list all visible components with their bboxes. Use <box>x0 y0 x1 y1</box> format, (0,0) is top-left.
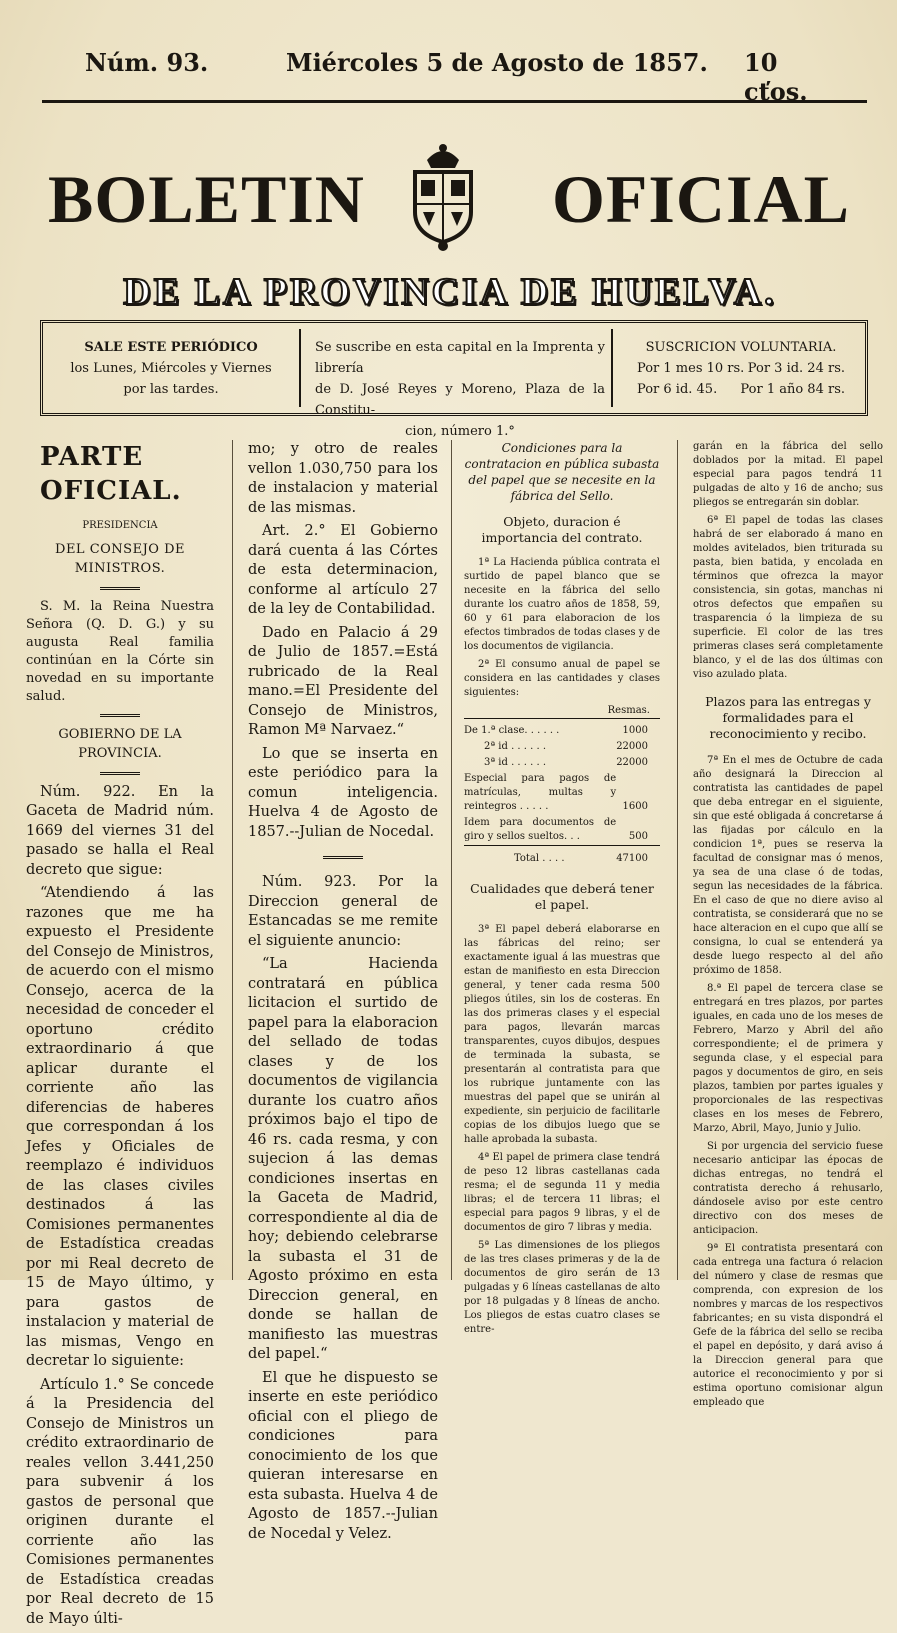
deadlines-heading: Plazos para las entregas y formalidades para el reconocimiento y recibo. <box>705 694 871 741</box>
masthead-right: OFICIAL <box>552 161 850 237</box>
table-row <box>464 771 660 815</box>
publication-note: Lo que se inserta en este periódico para la comun inteligencia. Huelva 4 de Agosto de 1857.--Julian de Nocedal. <box>248 745 438 840</box>
royal-decree-text: “Atendiendo á las razones que me ha expuesto el Presidente del Consejo de Ministros, de acuerdo con el mismo Consejo, acerca de la necesidad de conceder el oportuno crédito extraordinario á que aplicar durante el corriente año las diferencias de haberes que correspondan á los Jefes y Oficiales de reemplazo é individuos de las clases civiles destinados á las Comisiones permanentes de Estadística creadas por mi Real decreto de 15 de Mayo último, y para gastos de instalacion y material de las mismas, Vengo en decretar lo siguiente: <box>26 885 214 1369</box>
schedule-days: los Lunes, Miércoles y Viernes <box>70 361 272 376</box>
price-item: Por 1 año 84 rs. <box>740 382 845 397</box>
condition-7: 7ª En el mes de Octubre de cada año designará la Direccion al contratista las cantidades de papel que deba entregar en el siguiente, sin que esté obligada á concretarse á las fijadas por cálculo en la condicion 1ª, pues se reserva la facultad de consignar mas ó menos, ya sea de una clase ó de todas, segun las necesidades de la fábrica. En el caso de que no diere aviso al contratista, se considerará que no se hace alteracion en el cupo que allí se consigna, lo cual se entenderá ya desde luego respecto al del año próximo de 1858. <box>693 755 883 976</box>
total-value: 47100 <box>616 846 660 868</box>
masthead-left: BOLETIN <box>48 161 365 237</box>
table-header: Resmas. <box>464 704 660 719</box>
row-value: 1600 <box>622 801 648 812</box>
masthead <box>0 150 897 240</box>
royal-health-notice: S. M. la Reina Nuestra Señora (Q. D. G.) y su augusta Real familia continúan en la Córte sin novedad en su importante salud. <box>26 598 214 704</box>
table-row <box>464 739 660 755</box>
table-total-row <box>464 846 660 868</box>
object-heading: Objeto, duracion é importancia del contrato. <box>481 514 643 545</box>
government-heading: GOBIERNO DE LA PROVINCIA. <box>58 726 182 761</box>
condition-1: 1ª La Hacienda pública contrata el surtido de papel blanco que se necesite en la fábrica del sello durante los cuatro años de 1858, 59, 60 y 61 para elaboracion de los efectos timbrados de todas clases y de los documentos de vigilancia. <box>464 557 660 652</box>
condition-2: 2ª El consumo anual de papel se considera en las cantidades y clases siguientes: <box>464 659 660 698</box>
column-divider <box>677 440 678 1280</box>
condition-5: 5ª Las dimensiones de los pliegos de las tres clases primeras y de la de documentos de giro serán de 13 pulgadas y 6 líneas castellanas de alto por 18 pulgadas y 8 líneas de ancho. Los pliegos de estas cuatro clases se entre- <box>464 1240 660 1335</box>
condition-5-continued: garán en la fábrica del sello doblados por la mitad. El papel especial para pagos tendrá 11 pulgadas de alto y 16 de ancho; sus pliegos se entregarán sin doblar. <box>693 441 883 508</box>
row-label: De 1.ª clase. . . . . . <box>464 725 560 736</box>
council-heading: DEL CONSEJO DE MINISTROS. <box>55 541 185 576</box>
column-divider <box>232 440 233 1280</box>
total-label: Total . . . . <box>464 846 616 868</box>
subscription-line: de D. José Reyes y Moreno, Plaza de la Constitu- <box>315 382 605 418</box>
masthead-subtitle: DE LA PROVINCIA DE HUELVA. <box>123 271 777 313</box>
column-3 <box>464 440 660 1341</box>
row-label: Idem para documentos de giro y sellos sueltos. . . <box>464 817 617 842</box>
section-title: PARTE OFICIAL. <box>40 442 182 506</box>
price-item: Por 1 mes 10 rs. <box>637 361 745 376</box>
price-item: Por 3 id. 24 rs. <box>747 361 845 376</box>
condition-4: 4ª El papel de primera clase tendrá de peso 12 libras castellanas cada resma; el de segunda 11 y media libras; el de tercera 11 libras; el especial para pagos 9 libras, y el de documentos de giro 7 libras y media. <box>464 1152 660 1233</box>
subscription-place <box>303 323 613 439</box>
paper-table <box>464 723 660 867</box>
schedule-time: por las tardes. <box>123 382 219 397</box>
ornament <box>323 856 363 859</box>
subscription-line: Se suscribe en esta capital en la Imprenta y librería <box>315 340 605 376</box>
column-1 <box>26 440 214 1633</box>
table-row <box>464 755 660 771</box>
row-value: 22000 <box>616 741 648 752</box>
conditions-heading: Condiciones para la contratacion en pública subasta del papel que se necesite en la fábrica del Sello. <box>464 441 660 503</box>
subscription-prices-title: SUSCRICION VOLUNTARIA. <box>645 340 837 355</box>
article-2: Art. 2.° El Gobierno dará cuenta á las Córtes de esta determinacion, conforme al artículo 27 de la ley de Contabilidad. <box>248 523 438 617</box>
article-922-intro: Núm. 922. En la Gaceta de Madrid núm. 1669 del viernes 31 del pasado se halla el Real decreto que sigue: <box>26 783 214 878</box>
condition-9: 9ª El contratista presentará con cada entrega una factura ó relacion del número y clase de resmas que comprenda, con expresion de los nombres y marcas de los respectivos fabricantes; en su vista dispondrá el Gefe de la fábrica del sello se reciba el papel en depósito, y dará aviso á la Direccion general para que autorice el reconocimiento y por si estima oportuno comisionar algun empleado que <box>693 1243 883 1408</box>
box-divider <box>611 329 613 407</box>
table-row <box>464 723 660 739</box>
row-label: 3ª id . . . . . . <box>484 757 547 768</box>
issue-date: Miércoles 5 de Agosto de 1857. <box>286 48 708 77</box>
decree-signature: Dado en Palacio á 29 de Julio de 1857.=Está rubricado de la Real mano.=El Presidente del Consejo de Ministros, Ramon Mª Narvaez.“ <box>248 624 438 738</box>
decree-continuation: mo; y otro de reales vellon 1.030,750 para los de instalacion y material de las mismas. <box>248 441 438 516</box>
issue-number: Núm. 93. <box>85 48 209 77</box>
box-divider <box>299 329 301 407</box>
presidency-label: PRESIDENCIA <box>82 520 158 531</box>
schedule-info <box>43 323 299 413</box>
table-row <box>464 815 660 846</box>
info-box <box>40 320 868 439</box>
publication-note-2: El que he dispuesto se inserte en este periódico oficial con el pliego de condiciones para conocimiento de los que quieran interesarse en esta subasta. Huelva 4 de Agosto de 1857.--Julian de Nocedal y Velez. <box>248 1369 438 1542</box>
row-label: Especial para pagos de matrículas, multas y reintegros . . . . . <box>464 773 617 812</box>
ornament <box>100 772 140 775</box>
schedule-title: SALE ESTE PERIÓDICO <box>84 340 258 355</box>
row-value: 22000 <box>616 757 648 768</box>
auction-announcement: “La Hacienda contratará en pública licitacion el surtido de papel para la elaboracion del sellado de todas clases y de los documentos de vigilancia durante los cuatro años próximos bajo el tipo de 46 rs. cada resma, y con sujecion á las demas condiciones insertas en la Gaceta de Madrid, correspondiente al dia de hoy; debiendo celebrarse la subasta el 31 de Agosto próximo en esta Direccion general, en donde se hallan de manifiesto las muestras del papel.“ <box>248 956 438 1362</box>
subscription-prices <box>617 323 865 413</box>
row-label: 2ª id . . . . . . <box>484 741 547 752</box>
ornament <box>100 587 140 590</box>
top-rule <box>42 100 867 103</box>
coat-of-arms-icon <box>405 142 481 252</box>
price-item: Por 6 id. 45. <box>637 382 718 397</box>
condition-8: 8.ª El papel de tercera clase se entregará en tres plazos, por partes iguales, en cada uno de los meses de Febrero, Marzo y Abril del año correspondiente; el de primera y segunda clase, y el especial para pagos y documentos de giro, en seis plazos, tambien por partes iguales y proporcionales de las respectivas clases en los meses de Febrero, Marzo, Abril, Mayo, Junio y Julio. <box>693 983 883 1134</box>
article-923-intro: Núm. 923. Por la Direccion general de Estancadas se me remite el siguiente anuncio: <box>248 874 438 949</box>
condition-6: 6ª El papel de todas las clases habrá de ser elaborado á mano en moldes avitelados, bien triturada su pasta, bien batida, y encolada en términos que ofrezca la mayor consistencia, sin gotas, manchas ni otros defectos que empañen su trasparencia ó la limpieza de su superficie. El color de las tres primeras clases será completamente blanco, y el de las dos últimas con viso azulado plata. <box>693 515 883 680</box>
top-line <box>80 48 837 106</box>
condition-3: 3ª El papel deberá elaborarse en las fábricas del reino; ser exactamente igual á las muestras que estan de manifiesto en esta Direccion general, y tener cada resma 500 pliegos útiles, sin los de costeras. En las dos primeras clases y el especial para pagos, llevarán marcas transparentes, cuyos dibujos, despues de terminada la subasta, se presentarán al contratista para que los rubrique juntamente con las muestras del papel que se unirán al expediente, sin perjuicio de facilitarle copias de los dibujos luego que se halle aprobada la subasta. <box>464 924 660 1145</box>
condition-8-note: Si por urgencia del servicio fuese necesario anticipar las épocas de dichas entregas, no tendrá el contratista derecho á rehusarlo, dándosele aviso por este centro directivo con dos meses de anticipacion. <box>693 1141 883 1236</box>
row-value: 500 <box>628 831 648 842</box>
row-value: 1000 <box>622 725 648 736</box>
subscription-line: cion, número 1.° <box>405 424 515 439</box>
column-4 <box>693 440 883 1414</box>
qualities-heading: Cualidades que deberá tener el papel. <box>470 881 654 912</box>
ornament <box>100 714 140 717</box>
column-divider <box>451 440 452 1280</box>
article-1: Artículo 1.° Se concede á la Presidencia del Consejo de Ministros un crédito extraordinario de reales vellon 3.441,250 para subvenir á los gastos de personal que originen durante el corriente año las Comisiones permanentes de Estadística creadas por Real decreto de 15 de Mayo últi- <box>26 1376 214 1627</box>
column-2 <box>248 440 438 1548</box>
issue-price: 10 cťos. <box>744 48 808 106</box>
